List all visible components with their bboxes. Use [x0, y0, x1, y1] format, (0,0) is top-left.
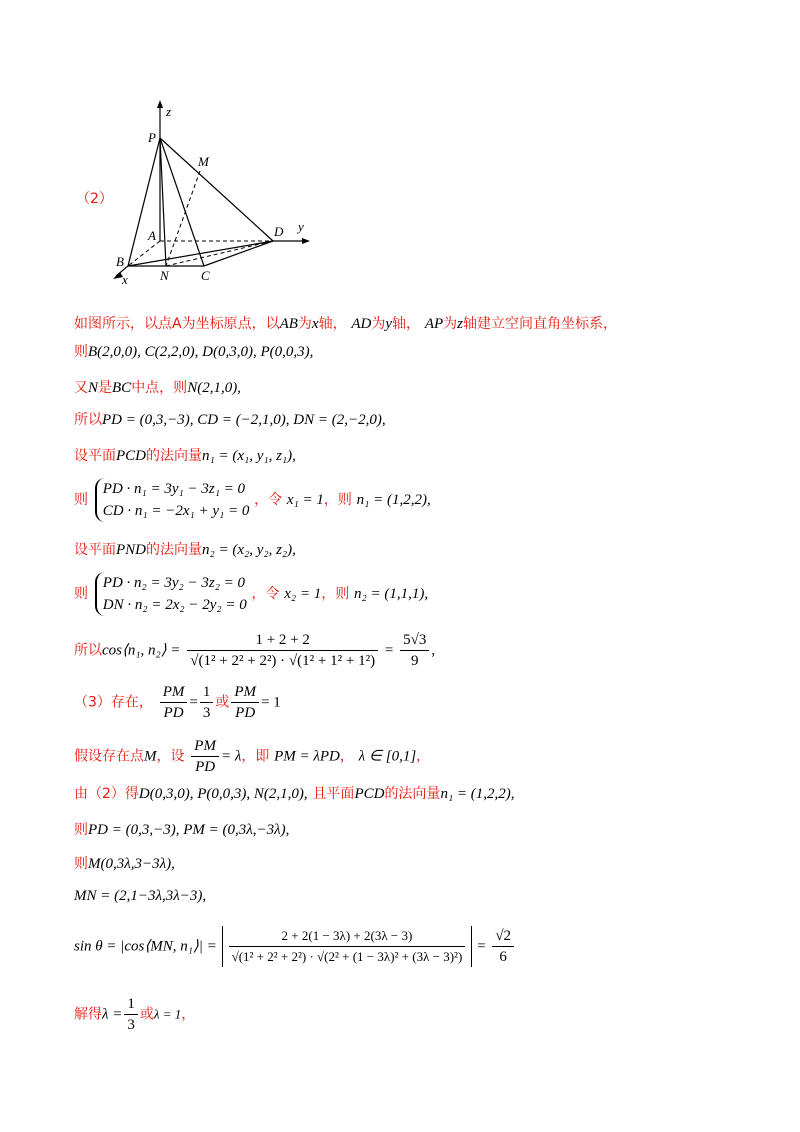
- text: 是: [98, 380, 113, 396]
- math: n₁ = (1,2,2),: [440, 786, 515, 802]
- point-n-label: N: [160, 268, 169, 283]
- math: λ =: [102, 1006, 123, 1023]
- math: PCD: [116, 448, 146, 464]
- math: =: [384, 642, 394, 659]
- math: x: [311, 316, 319, 332]
- equation-system: [95, 572, 247, 616]
- line-mn-vector: [74, 884, 206, 907]
- math: PCD: [354, 786, 385, 802]
- numerator: PM: [191, 736, 219, 757]
- numerator: 1: [200, 682, 214, 703]
- fraction: [492, 926, 514, 967]
- math: λ = 1: [153, 1006, 182, 1022]
- line-solution: [74, 994, 195, 1035]
- equation: DN · n₂ = 2x₂ − 2y₂ = 0: [102, 597, 247, 613]
- text: 或: [139, 1006, 154, 1023]
- math: x₁ = 1: [286, 492, 324, 508]
- fraction: [200, 682, 214, 723]
- text: 则: [74, 856, 88, 872]
- math: =: [477, 938, 486, 955]
- text: 所以: [74, 412, 102, 428]
- line-part-3: [74, 682, 281, 723]
- denominator: PD: [195, 759, 216, 775]
- math: M(0,3λ,3−3λ),: [88, 856, 175, 872]
- line-system-pcd: [74, 478, 431, 522]
- math: PND: [116, 542, 146, 558]
- numerator: 1 + 2 + 2: [187, 630, 378, 651]
- text: 轴，: [318, 316, 347, 332]
- text: 的法向量: [384, 786, 441, 802]
- text: 的法向量: [146, 542, 202, 558]
- fraction: [231, 682, 259, 723]
- math: z: [457, 316, 463, 332]
- denominator: √(1² + 2² + 2²) · √(2² + (1 − 3λ)² + (3λ − 3)²): [231, 949, 463, 964]
- text: ，: [339, 748, 354, 765]
- line-coordinate-setup: [74, 312, 617, 335]
- fraction: [191, 736, 219, 777]
- denominator: √(1² + 2² + 2²) · √(1² + 1² + 1²): [190, 653, 376, 669]
- equation-system: [95, 478, 250, 522]
- text: 则: [74, 492, 88, 508]
- text: 则: [74, 822, 88, 838]
- line-n-midpoint: [74, 376, 241, 399]
- point-a-label: A: [148, 228, 156, 243]
- denominator: 3: [202, 705, 211, 721]
- numerator: 5√3: [400, 630, 429, 651]
- math: = 1: [261, 694, 281, 711]
- math: MN = (2,1−3λ,3λ−3),: [74, 888, 207, 904]
- text: 且平面: [312, 786, 355, 802]
- fraction: [229, 926, 466, 967]
- numerator: 2 + 2(1 − 3λ) + 2(3λ − 3): [229, 926, 466, 947]
- math: D(0,3,0), P(0,0,3), N(2,1,0),: [138, 786, 308, 802]
- line-from-part-2: [74, 782, 515, 805]
- text: 则: [74, 586, 88, 602]
- math: n₂ = (1,1,1),: [354, 586, 429, 602]
- math: B(2,0,0), C(2,2,0), D(0,3,0), P(0,0,3),: [88, 344, 314, 360]
- text: ，: [416, 748, 431, 765]
- text: ，令: [254, 492, 283, 508]
- line-m-coords: [74, 852, 175, 875]
- text: 所以: [74, 642, 102, 659]
- math: M: [144, 748, 157, 765]
- z-axis-label: z: [166, 104, 172, 119]
- point-b-label: B: [116, 254, 124, 269]
- x-axis-label: x: [122, 272, 128, 287]
- text: 为: [297, 316, 312, 332]
- line-assume-m: [74, 736, 430, 777]
- math: n₁ = (x₁, y₁, z₁),: [202, 448, 296, 464]
- numerator: PM: [231, 682, 259, 703]
- math: cos⟨n₁, n₂⟩ =: [102, 642, 181, 659]
- math: x₂ = 1: [284, 586, 322, 602]
- math: =: [189, 694, 198, 711]
- math: N(2,1,0),: [187, 380, 241, 396]
- numerator: √2: [492, 926, 514, 947]
- math: ,: [431, 642, 436, 659]
- line-system-pnd: [74, 572, 428, 616]
- equation: PD · n₂ = 3y₂ − 3z₂ = 0: [102, 575, 246, 591]
- fraction: [124, 994, 138, 1035]
- math: BC: [112, 380, 132, 396]
- text: （3）存在，: [74, 694, 153, 711]
- denominator: 9: [410, 653, 419, 669]
- text: 设平面: [74, 448, 116, 464]
- math: = λ: [220, 748, 242, 765]
- pyramid-figure: [108, 98, 328, 292]
- line-point-coords: [74, 340, 313, 363]
- text: 轴，: [392, 316, 421, 332]
- denominator: PD: [235, 705, 256, 721]
- text: ，则: [323, 492, 352, 508]
- text: 设平面: [74, 542, 116, 558]
- denominator: 6: [499, 949, 507, 965]
- text: 中点，则: [131, 380, 188, 396]
- math: AD: [351, 316, 372, 332]
- text: ，令: [251, 586, 280, 602]
- text: 为: [371, 316, 386, 332]
- line-cos-result: [74, 630, 435, 671]
- text: 假设存在点: [74, 748, 144, 765]
- math: PD = (0,3,−3), PM = (0,3λ,−3λ),: [88, 822, 290, 838]
- text: 如图所示，以点A为坐标原点，以: [74, 316, 280, 332]
- text: 由（2）得: [74, 786, 139, 802]
- absolute-value: [222, 926, 473, 967]
- text: ，设: [156, 748, 185, 765]
- denominator: 3: [127, 1017, 135, 1033]
- text: 轴建立空间直角坐标系，: [462, 316, 617, 332]
- math: AP: [424, 316, 444, 332]
- line-vectors: [74, 408, 386, 431]
- text: ，即: [241, 748, 270, 765]
- text: ，: [181, 1006, 196, 1023]
- text: 为: [443, 316, 458, 332]
- line-sin-theta: [74, 926, 516, 967]
- math: PD = (0,3,−3), CD = (−2,1,0), DN = (2,−2,0),: [102, 412, 386, 428]
- numerator: 1: [124, 994, 138, 1015]
- math: n₁ = (1,2,2),: [356, 492, 431, 508]
- pyramid-diagram: [108, 98, 328, 288]
- point-d-label: D: [274, 224, 284, 239]
- y-axis-label: y: [298, 219, 304, 234]
- point-c-label: C: [201, 268, 210, 283]
- text: ，则: [321, 586, 350, 602]
- math: sin θ = |cos⟨MN, n₁⟩| =: [74, 938, 217, 955]
- point-p-label: P: [148, 130, 156, 145]
- equation: CD · n₁ = −2x₁ + y₁ = 0: [102, 503, 250, 519]
- text: 又: [74, 380, 88, 396]
- equation: PD · n₁ = 3y₁ − 3z₁ = 0: [102, 481, 246, 497]
- part-2-label: （2）: [76, 191, 113, 207]
- text: 的法向量: [146, 448, 202, 464]
- point-m-label: M: [198, 154, 209, 169]
- fraction: [160, 682, 188, 723]
- line-normal-pnd: [74, 538, 296, 561]
- math: PM = λPD: [274, 748, 340, 765]
- numerator: PM: [160, 682, 188, 703]
- line-pd-pm: [74, 818, 289, 841]
- math: AB: [279, 316, 298, 332]
- fraction: [400, 630, 429, 671]
- line-normal-pcd: [74, 444, 296, 467]
- math: y: [385, 316, 393, 332]
- fraction: [187, 630, 378, 671]
- denominator: PD: [163, 705, 184, 721]
- text: 或: [215, 694, 230, 711]
- math: n₂ = (x₂, y₂, z₂),: [202, 542, 296, 558]
- text: 则: [74, 344, 88, 360]
- math: N: [88, 380, 99, 396]
- text: 解得: [74, 1006, 102, 1023]
- math: λ ∈ [0,1]: [358, 748, 417, 765]
